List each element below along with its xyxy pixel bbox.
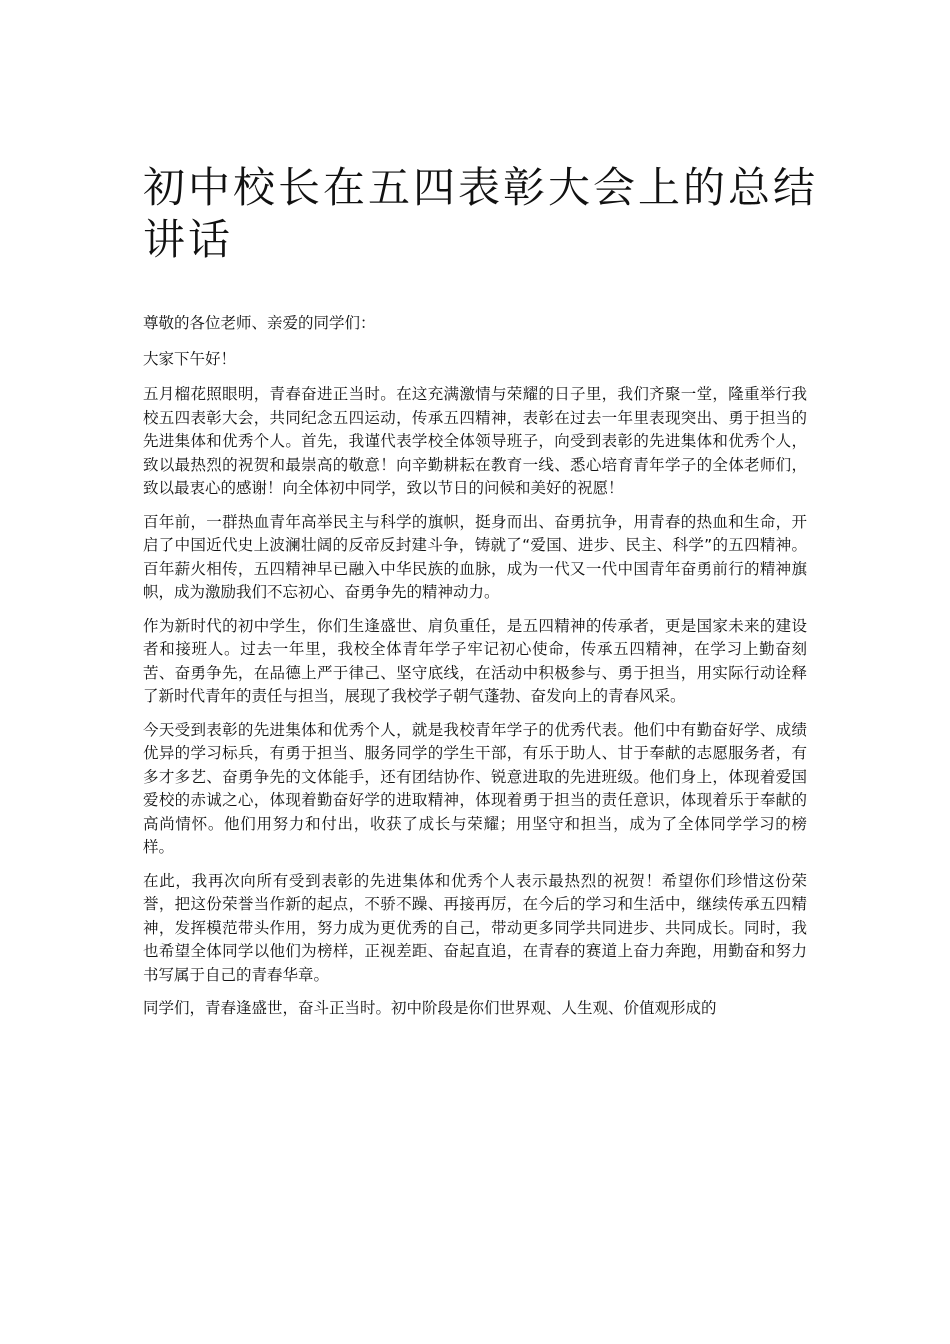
paragraph: 作为新时代的初中学生，你们生逢盛世、肩负重任，是五四精神的传承者，更是国家未来的建设者和接班人。过去一年里，我校全体青年学子牢记初心使命，传承五四精神，在学习上勤奋刻苦、奋勇争先，在品德上严于律己、坚守底线，在活动中积极参与、勇于担当，用实际行动诠释了新时代青年的责任与担当，展现了我校学子朝气蓬勃、奋发向上的青春风采。 — [143, 616, 807, 705]
salutation: 尊敬的各位老师、亲爱的同学们： — [143, 314, 376, 332]
paragraph: 百年前，一群热血青年高举民主与科学的旗帜，挺身而出、奋勇抗争，用青春的热血和生命，开启了中国近代史上波澜壮阔的反帝反封建斗争，铸就了“爱国、进步、民主、科学”的五四精神。百年薪火相传，五四精神早已融入中华民族的血脉，成为一代又一代中国青年奋勇前行的精神旗帜，成为激励我们不忘初心、奋勇争先的精神动力。 — [143, 512, 807, 601]
paragraph: 同学们，青春逢盛世，奋斗正当时。初中阶段是你们世界观、人生观、价值观形成的 — [143, 999, 717, 1017]
paragraph: 五月榴花照眼明，青春奋进正当时。在这充满激情与荣耀的日子里，我们齐聚一堂，隆重举行我校五四表彰大会，共同纪念五四运动，传承五四精神，表彰在过去一年里表现突出、勇于担当的先进集体和优秀个人。首先，我谨代表学校全体领导班子，向受到表彰的先进集体和优秀个人，致以最热烈的祝贺和最崇高的敬意！向辛勤耕耘在教育一线、悉心培育青年学子的全体老师们，致以最衷心的感谢！向全体初中同学，致以节日的问候和美好的祝愿！ — [143, 385, 807, 497]
paragraph: 在此，我再次向所有受到表彰的先进集体和优秀个人表示最热烈的祝贺！希望你们珍惜这份荣誉，把这份荣誉当作新的起点，不骄不躁、再接再厉，在今后的学习和生活中，继续传承五四精神，发挥模范带头作用，努力成为更优秀的自己，带动更多同学共同进步、共同成长。同时，我也希望全体同学以他们为榜样，正视差距、奋起直追，在青春的赛道上奋力奔跑，用勤奋和努力书写属于自己的青春华章。 — [143, 871, 807, 984]
greeting: 大家下午好！ — [143, 349, 237, 368]
document-title: 初中校长在五四表彰大会上的总结讲话 — [143, 163, 819, 264]
document-body — [143, 312, 807, 1031]
paragraph: 今天受到表彰的先进集体和优秀个人，就是我校青年学子的优秀代表。他们中有勤奋好学、成绩优异的学习标兵，有勇于担当、服务同学的学生干部，有乐于助人、甘于奉献的志愿服务者，有多才多艺、奋勇争先的文体能手，还有团结协作、锐意进取的先进班级。他们身上，体现着爱国爱校的赤诚之心，体现着勤奋好学的进取精神，体现着勇于担当的责任意识，体现着乐于奉献的高尚情怀。他们用努力和付出，收获了成长与荣耀；用坚守和担当，成为了全体同学学习的榜样。 — [143, 720, 807, 856]
